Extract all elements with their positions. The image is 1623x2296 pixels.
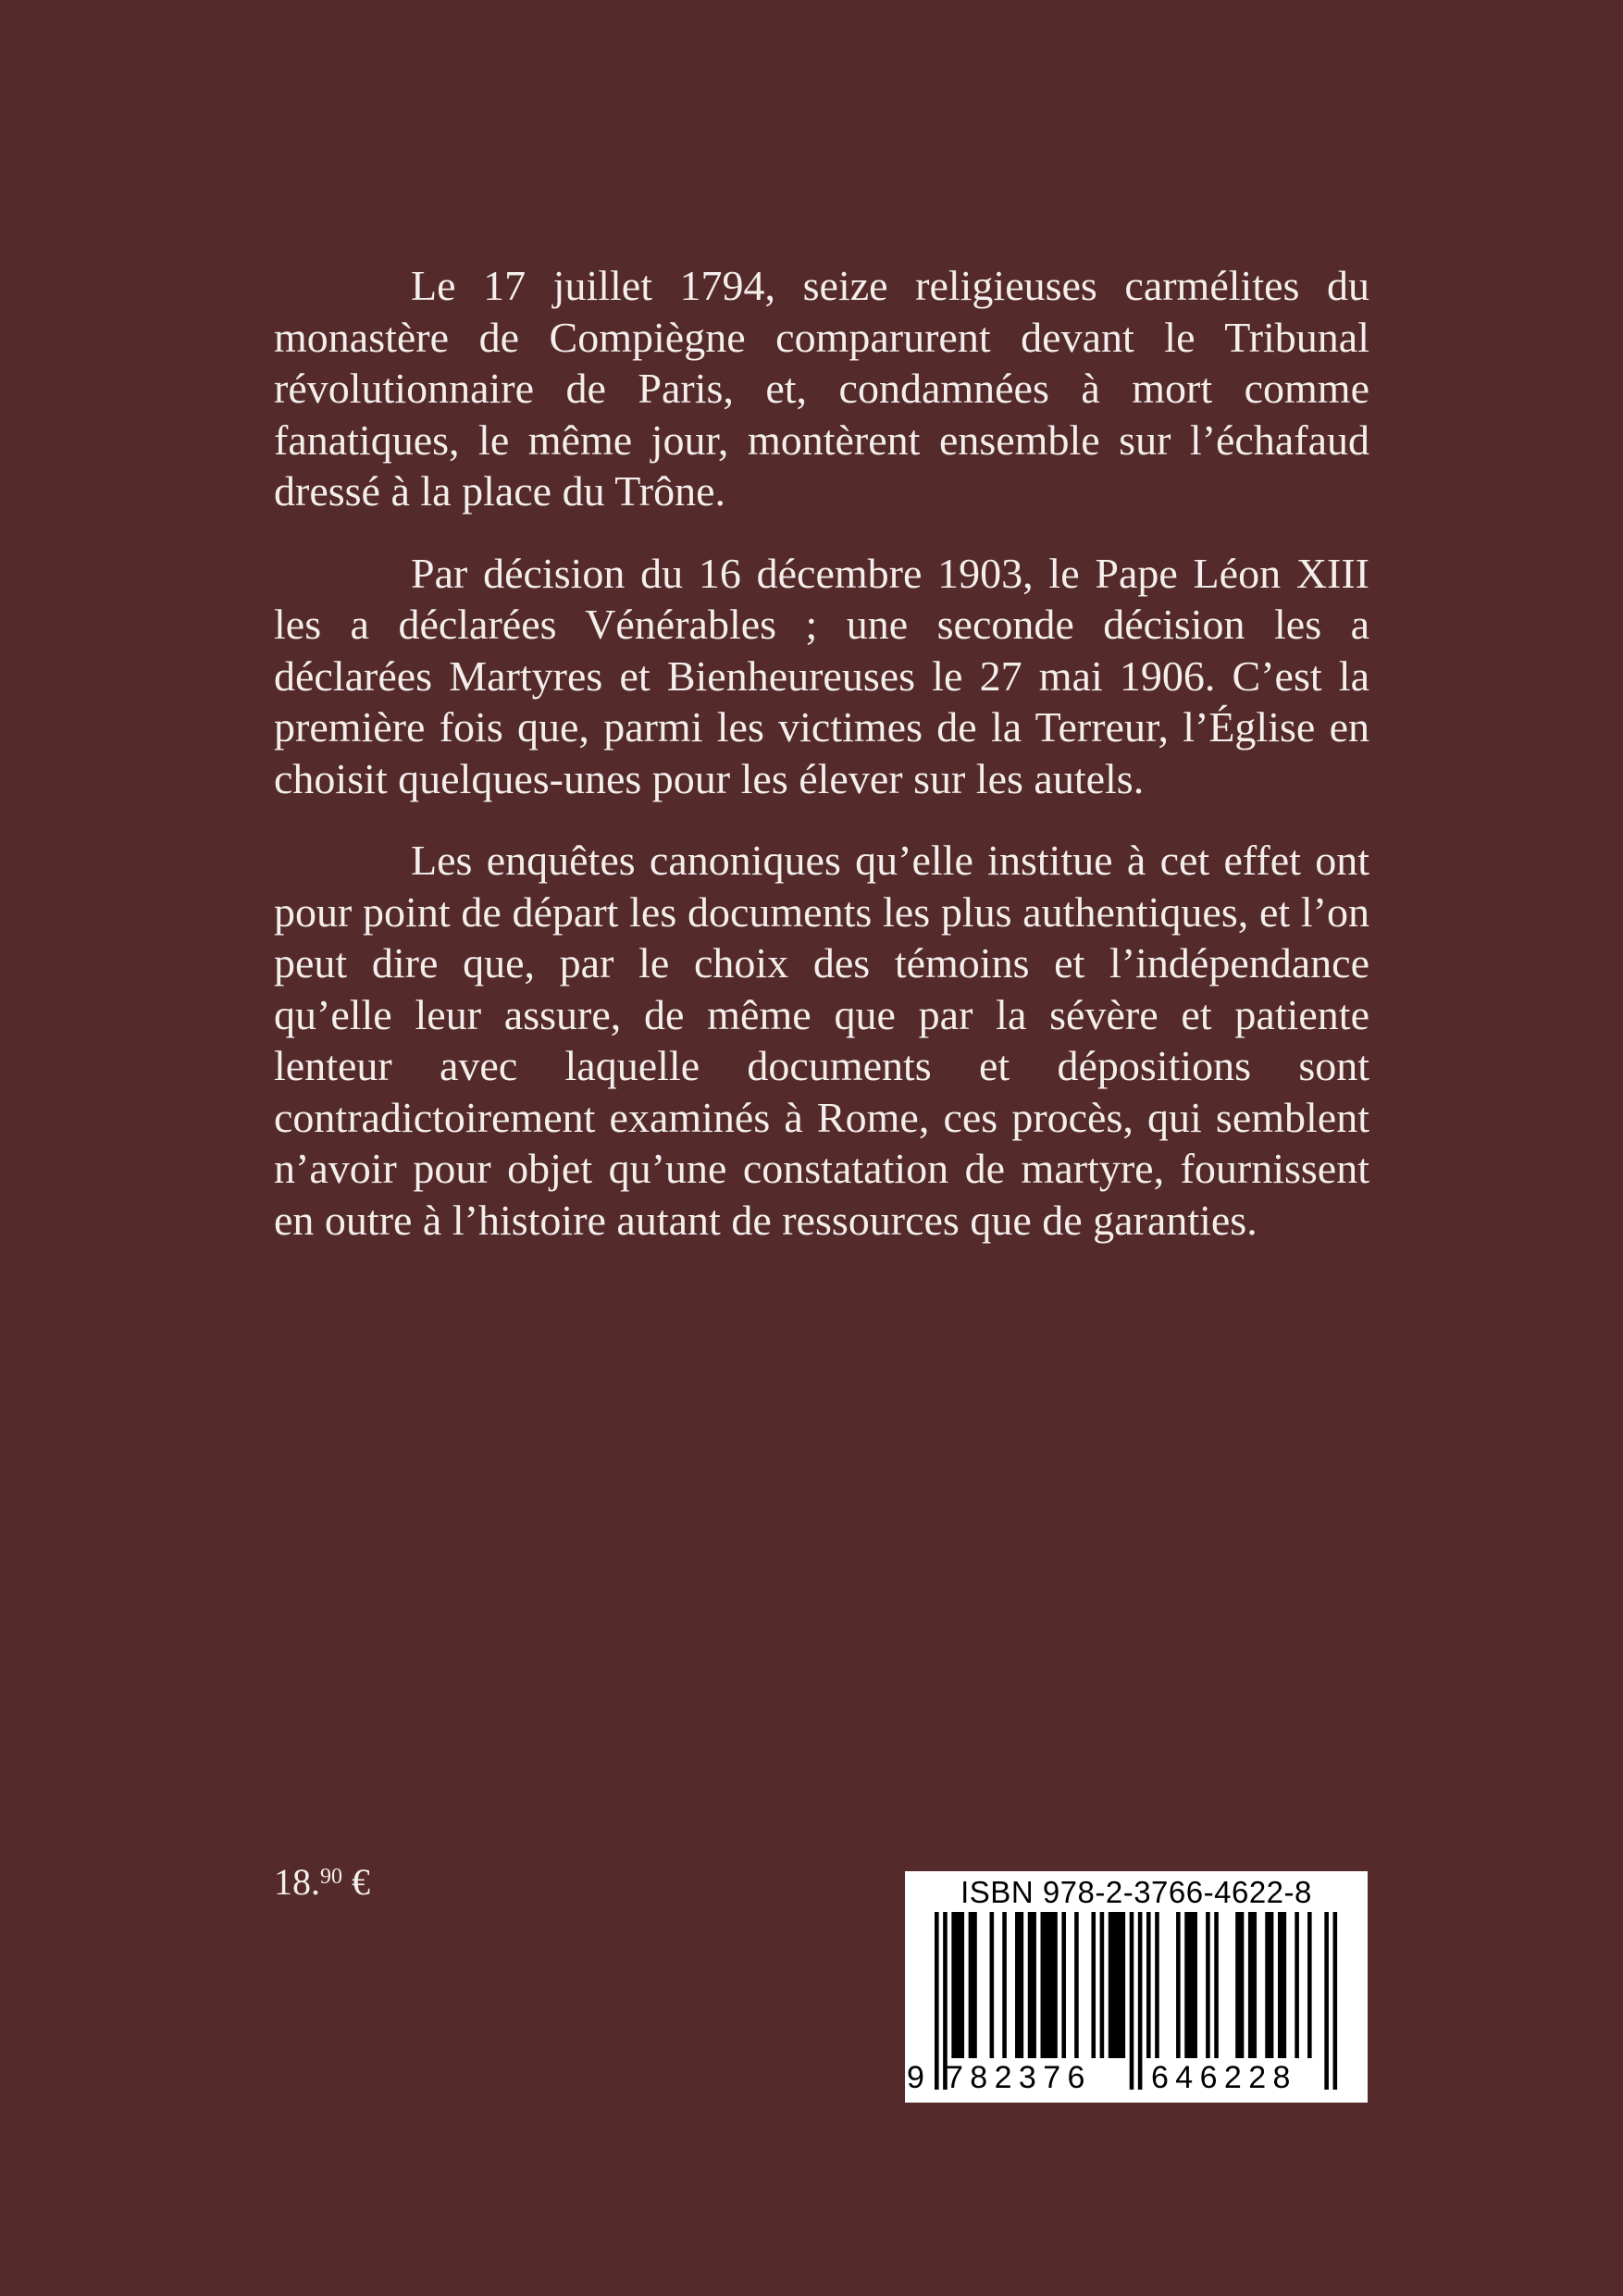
barcode-bar-12 (1100, 1912, 1105, 2058)
price-units: 18. (274, 1861, 320, 1903)
barcode-bar-23 (1248, 1912, 1257, 2058)
isbn-barcode (905, 1871, 1368, 2103)
barcode-bar-11 (1091, 1912, 1096, 2058)
blurb-paragraph-2: Par décision du 16 décembre 1903, le Pape Léon XIII les a déclarées Vénérables ; une seconde décision les a déclarées Martyres et Bienheureuses le 27 mai 1906. C’est la première fois que, parmi les victimes de la Terreur, l’Église en choisit quelques-unes pour les élever sur les autels. (274, 549, 1369, 802)
barcode-bar-7 (1028, 1912, 1036, 2058)
barcode-bar-20 (1206, 1912, 1210, 2058)
barcode-bar-19 (1184, 1912, 1197, 2058)
barcode-bar-13 (1109, 1912, 1125, 2058)
barcode-bar-25 (1278, 1912, 1286, 2058)
barcode-bar-16 (1146, 1912, 1151, 2058)
barcode-bar-18 (1176, 1912, 1181, 2058)
barcode-lead-digit: 9 (907, 2060, 932, 2095)
barcode-bar-6 (1015, 1912, 1023, 2058)
barcode-bar-26 (1295, 1912, 1299, 2058)
blurb-paragraph-1: Le 17 juillet 1794, seize religieuses carmélites du monastère de Compiègne comparurent devant le Tribunal révolutionnaire de Paris, et, condamnées à mort comme fanatiques, le même jour, montèrent ensemble sur l’échafaud dressé à la place du Trône. (274, 262, 1369, 515)
barcode-bar-24 (1265, 1912, 1273, 2058)
barcode-bar-2 (951, 1912, 964, 2058)
barcode-bar-10 (1074, 1912, 1079, 2058)
barcode-bar-27 (1307, 1912, 1312, 2058)
barcode-bar-8 (1041, 1912, 1058, 2058)
price-label (274, 1860, 370, 1905)
isbn-label: ISBN 978-2-3766-4622-8 (960, 1875, 1312, 1909)
price-cents: 90 (320, 1865, 342, 1889)
barcode-right-digits: 646228 (1151, 2060, 1297, 2095)
price-currency: € (352, 1861, 370, 1903)
barcode-bar-22 (1235, 1912, 1244, 2058)
barcode-bar-9 (1061, 1912, 1066, 2058)
barcode-digits (905, 2058, 1368, 2099)
barcode-bar-3 (969, 1912, 977, 2058)
blurb-paragraph-3: Les enquêtes canoniques qu’elle institue à cet effet ont pour point de départ les documents les plus authentiques, et l’on peut dire que, par le choix des témoins et l’indépendance qu’elle leur assure, de même que par la sévère et patiente lenteur avec laquelle documents et dépositions sont contradictoirement examinés à Rome, ces procès, qui semblent n’avoir pour objet qu’une constatation de martyre, fournissent en outre à l’histoire autant de ressources que de garanties. (274, 837, 1369, 1244)
barcode-bar-21 (1214, 1912, 1219, 2058)
blurb-text (274, 260, 1369, 1276)
barcode-bar-17 (1155, 1912, 1159, 2058)
barcode-bar-5 (1002, 1912, 1007, 2058)
barcode-bar-4 (990, 1912, 995, 2058)
barcode-left-digits: 782376 (946, 2060, 1092, 2095)
